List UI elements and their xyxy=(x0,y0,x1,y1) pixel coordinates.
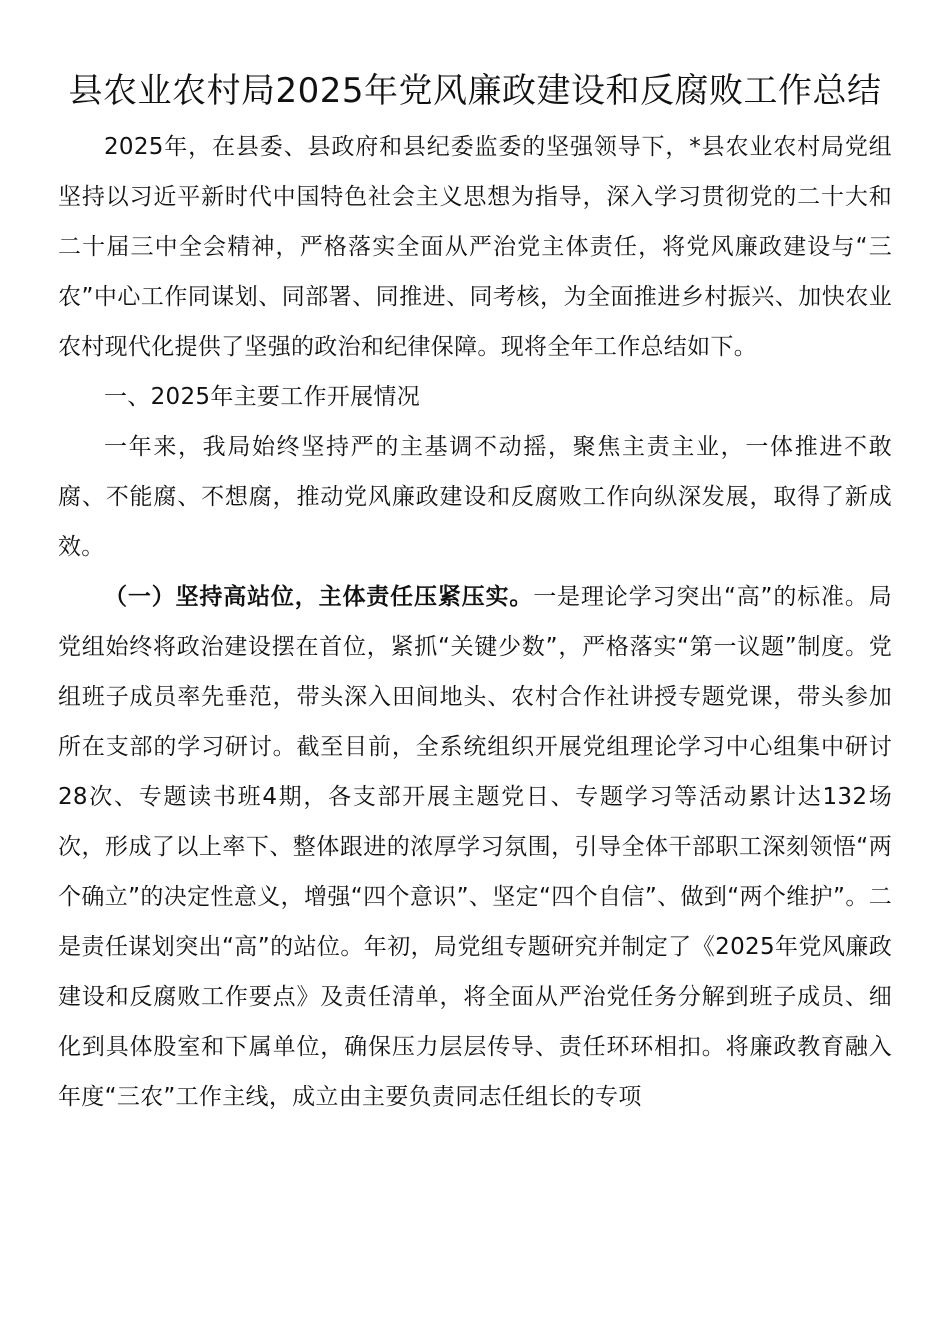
section-1-body: 一是理论学习突出“高”的标准。局党组始终将政治建设摆在首位，紧抓“关键少数”，严格落实“第一议题”制度。党组班子成员率先垂范，带头深入田间地头、农村合作社讲授专题党课，带头参加所在支部的学习研讨。截至目前，全系统组织开展党组理论学习中心组集中研讨28次、专题读书班4期，各支部开展主题党日、专题学习等活动累计达132场次，形成了以上率下、整体跟进的浓厚学习氛围，引导全体干部职工深刻领悟“两个确立”的决定性意义，增强“四个意识”、坚定“四个自信”、做到“两个维护”。二是责任谋划突出“高”的站位。年初，局党组专题研究并制定了《2025年党风廉政建设和反腐败工作要点》及责任清单，将全面从严治党任务分解到班子成员、细化到具体股室和下属单位，确保压力层层传导、责任环环相扣。将廉政教育融入年度“三农”工作主线，成立由主要负责同志任组长的专项 xyxy=(58,584,892,1110)
intro-paragraph: 2025年，在县委、县政府和县纪委监委的坚强领导下，*县农业农村局党组坚持以习近平新时代中国特色社会主义思想为指导，深入学习贯彻党的二十大和二十届三中全会精神，严格落实全面从严治党主体责任，将党风廉政建设与“三农”中心工作同谋划、同部署、同推进、同考核，为全面推进乡村振兴、加快农业农村现代化提供了坚强的政治和纪律保障。现将全年工作总结如下。 xyxy=(58,134,892,360)
section-heading-main-work: 一、2025年主要工作开展情况 xyxy=(104,384,421,410)
document-title: 县农业农村局2025年党风廉政建设和反腐败工作总结 xyxy=(68,71,882,111)
section-1-heading: （一）坚持高站位，主体责任压紧压实。 xyxy=(104,584,534,610)
overview-paragraph: 一年来，我局始终坚持严的主基调不动摇，聚焦主责主业，一体推进不敢腐、不能腐、不想腐，推动党风廉政建设和反腐败工作向纵深发展，取得了新成效。 xyxy=(58,434,892,560)
section-1-paragraph xyxy=(58,572,892,1122)
